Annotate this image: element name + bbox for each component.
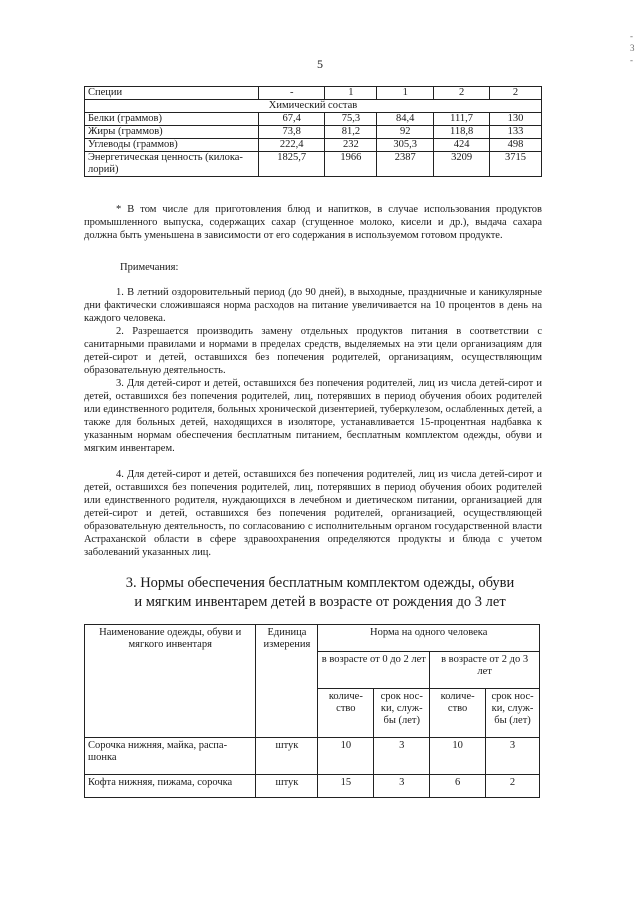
- table-row: [85, 139, 542, 152]
- table-row: [85, 126, 542, 139]
- page-number: 5: [317, 57, 323, 71]
- cell: 92: [377, 126, 434, 139]
- cell: 222,4: [259, 139, 325, 152]
- section-title-line-2: и мягким инвентарем детей в возрасте от рождения до 3 лет: [134, 594, 506, 610]
- cell: 111,7: [434, 113, 490, 126]
- row-label: Специи: [85, 87, 259, 100]
- table-section-row: [85, 100, 542, 113]
- cell: 73,8: [259, 126, 325, 139]
- note-1: 1. В летний оздоровительный период (до 90 дней), в выходные, праздничные и каникулярные дни фактически сложившаяся норма расходов на питание увеличивается на 10 процентов в день на каждого человека.: [84, 287, 542, 324]
- header-qty: количе-ство: [430, 689, 486, 738]
- cell: 84,4: [377, 113, 434, 126]
- header-age-2-3: в возрасте от 2 до 3 лет: [430, 652, 540, 689]
- item-unit: штук: [256, 738, 318, 775]
- cell: 118,8: [434, 126, 490, 139]
- item-name: Кофта нижняя, пижама, сорочка: [85, 775, 256, 798]
- row-label: Белки (граммов): [85, 113, 259, 126]
- header-age-0-2: в возрасте от 0 до 2 лет: [318, 652, 430, 689]
- item-qty-0-2: 15: [318, 775, 374, 798]
- header-term: срок нос-ки, служ-бы (лет): [486, 689, 540, 738]
- item-qty-2-3: 6: [430, 775, 486, 798]
- row-label: Углеводы (граммов): [85, 139, 259, 152]
- header-name: Наименование одежды, обуви и мягкого инвентаря: [85, 625, 256, 738]
- cell: 1: [325, 87, 377, 100]
- cell: 1966: [325, 152, 377, 177]
- cell: 3209: [434, 152, 490, 177]
- clothing-norms-table: [84, 624, 540, 798]
- notes-title: Примечания:: [120, 262, 179, 273]
- item-name: Сорочка нижняя, майка, распа-шонка: [85, 738, 256, 775]
- margin-marks: - 3 -: [630, 31, 635, 65]
- header-norm: Норма на одного человека: [318, 625, 540, 652]
- table-row: [85, 152, 542, 177]
- cell: 232: [325, 139, 377, 152]
- item-term-0-2: 3: [374, 775, 430, 798]
- row-label: Энергетическая ценность (килока-лорий): [85, 152, 259, 177]
- item-qty-2-3: 10: [430, 738, 486, 775]
- table-header-row: [85, 625, 540, 652]
- footnote: * В том числе для приготовления блюд и напитков, в случае использования продуктов промышленного выпуска, содержащих сахар (сгущенное молоко, кисели и др.), выдача сахара должна быть уменьшена в зависимости от его содержания в используемом готовом продукте.: [84, 204, 542, 241]
- item-term-0-2: 3: [374, 738, 430, 775]
- note-2: 2. Разрешается производить замену отдельных продуктов питания в соответствии с санитарными правилами и нормами в пределах средств, выделяемых на эти цели организациям для детей-сирот и детей, оставшихся без попечения родителей, организациям, осуществляющим образовательную деятельность.: [84, 326, 542, 376]
- table-row: [85, 87, 542, 100]
- header-qty: количе-ство: [318, 689, 374, 738]
- item-qty-0-2: 10: [318, 738, 374, 775]
- item-term-2-3: 3: [486, 738, 540, 775]
- note-4: 4. Для детей-сирот и детей, оставшихся без попечения родителей, лиц из числа детей-сирот и детей, оставшихся без попечения родителей, лиц, потерявших в период обучения обоих родителей или единственного родителя, нуждающихся в лечебном и диетическом питании, организацией для детей-сирот и детей, оставшихся без попечения родителей, организацией, осуществляющей образовательную деятельность, по согласованию с исполнительным органом государственной власти Астраханской области в сфере здравоохранения определяются продукты и блюда с учетом заболеваний указанных лиц.: [84, 469, 542, 558]
- section-header: Химический состав: [85, 100, 542, 113]
- table-row: [85, 775, 540, 798]
- header-unit: Единица измерения: [256, 625, 318, 738]
- cell: 3715: [490, 152, 542, 177]
- cell: 81,2: [325, 126, 377, 139]
- cell: 67,4: [259, 113, 325, 126]
- table-row: [85, 113, 542, 126]
- cell: 133: [490, 126, 542, 139]
- nutrition-table: [84, 86, 542, 177]
- cell: 1: [377, 87, 434, 100]
- cell: 2387: [377, 152, 434, 177]
- cell: 2: [490, 87, 542, 100]
- note-3: 3. Для детей-сирот и детей, оставшихся без попечения родителей, лиц из числа детей-сирот и детей, оставшихся без попечения родителей, лиц, потерявших в период обучения обоих родителей или единственного родителя, больных хронической дизентерией, туберкулезом, ослабленных детей, а также для больных детей, находящихся в изоляторе, устанавливается 15-процентная надбавка к указанным нормам обеспечения бесплатным питанием, бесплатным комплектом одежды, обуви и мягким инвентарем.: [84, 378, 542, 454]
- cell: -: [259, 87, 325, 100]
- row-label: Жиры (граммов): [85, 126, 259, 139]
- header-term: срок нос-ки, служ-бы (лет): [374, 689, 430, 738]
- item-term-2-3: 2: [486, 775, 540, 798]
- cell: 424: [434, 139, 490, 152]
- item-unit: штук: [256, 775, 318, 798]
- section-title: [84, 574, 556, 612]
- table-row: [85, 738, 540, 775]
- section-title-line-1: 3. Нормы обеспечения бесплатным комплектом одежды, обуви: [125, 575, 515, 591]
- cell: 2: [434, 87, 490, 100]
- cell: 130: [490, 113, 542, 126]
- cell: 305,3: [377, 139, 434, 152]
- cell: 498: [490, 139, 542, 152]
- cell: 75,3: [325, 113, 377, 126]
- cell: 1825,7: [259, 152, 325, 177]
